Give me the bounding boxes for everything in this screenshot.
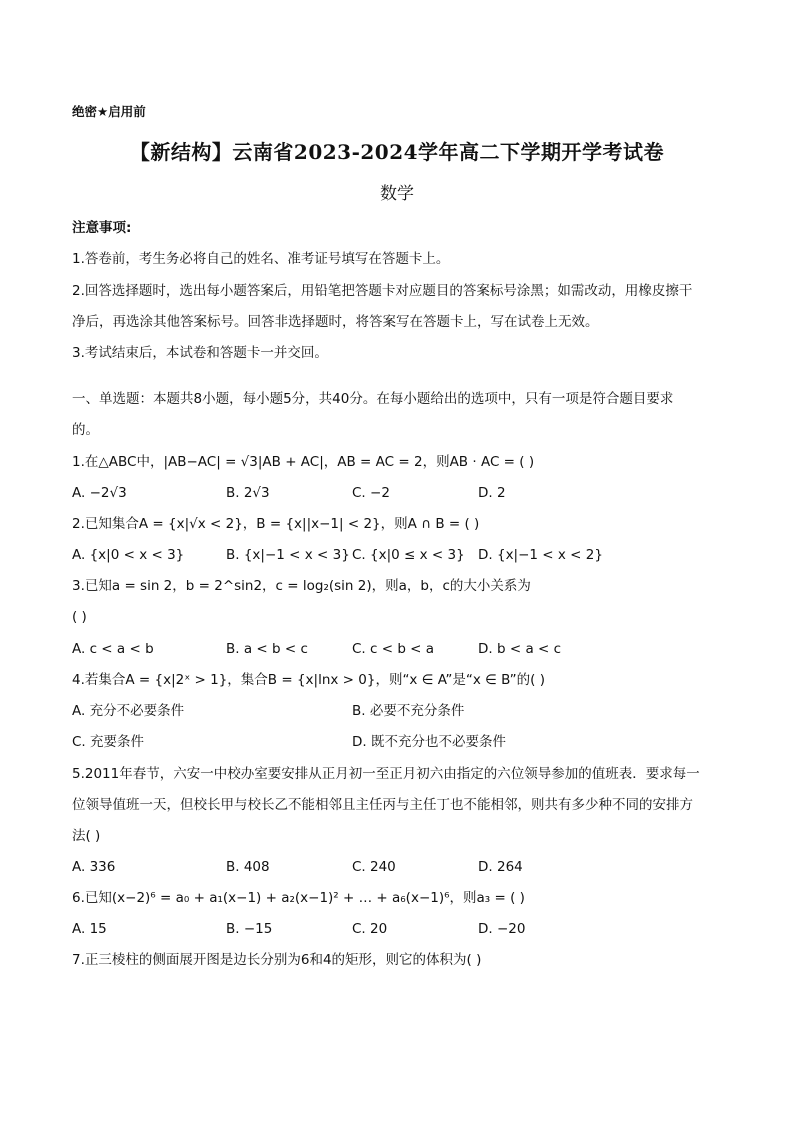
- question-1-option-b[interactable]: B. 2√3: [226, 485, 270, 501]
- question-3-stem-cont: ( ): [72, 609, 87, 625]
- question-2-option-a[interactable]: A. {x|0 < x < 3}: [72, 547, 185, 563]
- question-6-option-d[interactable]: D. −20: [478, 921, 526, 937]
- notes-heading: 注意事项:: [72, 220, 132, 236]
- question-6-option-b[interactable]: B. −15: [226, 921, 273, 937]
- question-4-stem: 4.若集合A = {x|2ˣ > 1}，集合B = {x|lnx > 0}，则“x ∈ A”是“x ∈ B”的( ): [72, 672, 545, 688]
- question-1-stem: 1.在△ABC中，|AB−AC| = √3|AB + AC|，AB = AC = 2，则AB · AC = ( ): [72, 454, 535, 470]
- question-6-stem: 6.已知(x−2)⁶ = a₀ + a₁(x−1) + a₂(x−1)² + … + a₆(x−1)⁶，则a₃ = ( ): [72, 890, 525, 906]
- question-1-option-d[interactable]: D. 2: [478, 485, 506, 501]
- question-1-option-c[interactable]: C. −2: [352, 485, 390, 501]
- question-5-stem-cont: 位领导值班一天，但校长甲与校长乙不能相邻且主任丙与主任丁也不能相邻，则共有多少种不同的安排方: [72, 797, 693, 813]
- question-2-option-d[interactable]: D. {x|−1 < x < 2}: [478, 547, 603, 563]
- question-2-option-c[interactable]: C. {x|0 ≤ x < 3}: [352, 547, 465, 563]
- question-5-option-a[interactable]: A. 336: [72, 859, 116, 875]
- question-3-option-b[interactable]: B. a < b < c: [226, 641, 308, 657]
- question-4-option-b[interactable]: B. 必要不充分条件: [352, 703, 465, 719]
- question-3-option-d[interactable]: D. b < a < c: [478, 641, 562, 657]
- question-4-option-d[interactable]: D. 既不充分也不必要条件: [352, 734, 506, 750]
- question-5-stem-cont: 法( ): [72, 828, 101, 844]
- note-item: 1.答卷前，考生务必将自己的姓名、准考证号填写在答题卡上。: [72, 251, 450, 267]
- question-5-stem: 5.2011年春节，六安一中校办室要安排从正月初一至正月初六由指定的六位领导参加的值班表．要求每一: [72, 766, 700, 782]
- note-item: 3.考试结束后，本试卷和答题卡一并交回。: [72, 345, 328, 361]
- note-item: 2.回答选择题时，选出每小题答案后，用铅笔把答题卡对应题目的答案标号涂黑；如需改动，用橡皮擦干: [72, 283, 693, 299]
- question-1-option-a[interactable]: A. −2√3: [72, 485, 127, 501]
- question-6-option-c[interactable]: C. 20: [352, 921, 388, 937]
- question-3-option-a[interactable]: A. c < a < b: [72, 641, 154, 657]
- secret-label: 绝密★启用前: [72, 104, 146, 119]
- subject-label: 数学: [380, 184, 414, 204]
- question-2-stem: 2.已知集合A = {x|√x < 2}，B = {x||x−1| < 2}，则A ∩ B = ( ): [72, 516, 480, 532]
- page-title: 【新结构】云南省2023-2024学年高二下学期开学考试卷: [129, 140, 665, 164]
- question-6-option-a[interactable]: A. 15: [72, 921, 107, 937]
- question-3-option-c[interactable]: C. c < b < a: [352, 641, 435, 657]
- note-item: 净后，再选涂其他答案标号。回答非选择题时，将答案写在答题卡上，写在试卷上无效。: [72, 314, 599, 330]
- question-2-option-b[interactable]: B. {x|−1 < x < 3}: [226, 547, 350, 563]
- question-4-option-a[interactable]: A. 充分不必要条件: [72, 703, 185, 719]
- question-5-option-b[interactable]: B. 408: [226, 859, 270, 875]
- question-7-stem: 7.正三棱柱的侧面展开图是边长分别为6和4的矩形，则它的体积为( ): [72, 952, 482, 968]
- section-heading-cont: 的。: [72, 422, 99, 438]
- section-heading: 一、单选题：本题共8小题，每小题5分，共40分。在每小题给出的选项中，只有一项是符合题目要求: [72, 391, 674, 407]
- question-5-option-c[interactable]: C. 240: [352, 859, 396, 875]
- question-5-option-d[interactable]: D. 264: [478, 859, 523, 875]
- question-4-option-c[interactable]: C. 充要条件: [72, 734, 145, 750]
- question-3-stem: 3.已知a = sin 2，b = 2^sin2，c = log₂(sin 2)，则a，b，c的大小关系为: [72, 578, 531, 594]
